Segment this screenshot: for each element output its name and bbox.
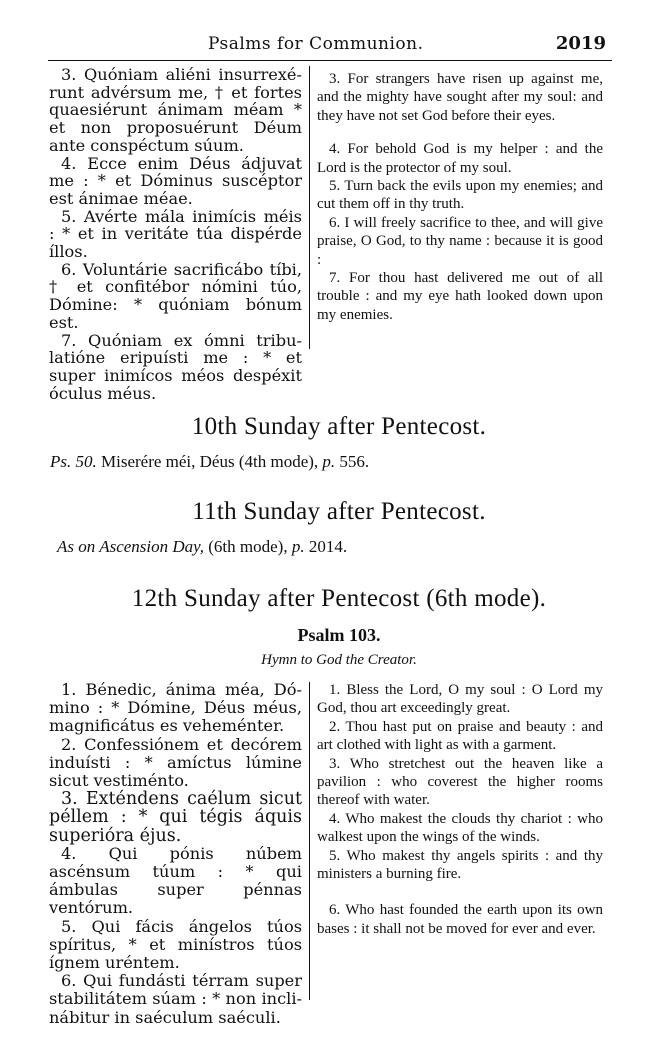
latin-column-1 [49, 66, 302, 402]
latin-verse: 3. Quóniam aliéni insurrexérunt advérsum me, † et fortes quaesiérunt ánimam méam * et non proposuérunt Déum ante conspéctum súum. [49, 65, 302, 155]
english-verse: 4. For behold God is my helper : and the Lord is the protector of my soul. [317, 141, 603, 176]
latin-verse: 5. Qui fácis ángelos túos spíritus, * et minístros túos ígnem uréntem. [49, 916, 302, 973]
english-column-1 [317, 70, 603, 324]
english-verse: 5. Turn back the evils upon my enemies; and cut them off in thy truth. [317, 178, 603, 213]
reference-text: (6th mode), [204, 537, 292, 556]
heading-11th-sunday: 11th Sunday after Pentecost. [192, 498, 486, 525]
latin-verse: 2. Confessiónem et decórem induísti : * amíctus lúmine sicut vestiménto. [49, 734, 302, 791]
english-verse: 3. Who stretchest out the heaven like a pavilion : who coverest the higher rooms thereof with water. [317, 755, 603, 809]
latin-verse: 6. Voluntárie sacrificábo tíbi, † et confitébor nómini túo, Dómine: * quóniam bónum est. [49, 259, 302, 332]
english-verse: 7. For thou hast delivered me out of all trouble : and my eye hath looked down upon my enemies. [317, 270, 603, 323]
latin-verse: 4. Ecce enim Déus ádjuvat me : * et Dóminus suscéptor est ánimae méae. [49, 153, 302, 208]
english-verse: 5. Who makest thy angels spirits : and thy ministers a burning fire. [317, 847, 603, 883]
psalm-subtitle: Hymn to God the Creator. [261, 652, 417, 668]
reference-11th-sunday [57, 537, 617, 557]
latin-verse: 7. Quóniam ex ómni tribulatióne eripuísti me : * et super inimícos méos despéxit óculus méus. [49, 330, 302, 403]
reference-text: Miserére méi, Déus (4th mode), [96, 452, 323, 471]
latin-verse: 5. Avérte mála inimícis méis : * et in veritáte túa dispérde íllos. [49, 206, 302, 262]
latin-verse: 3. Exténdens caélum sicut péllem : * qui tégis áquis superióra éjus. [49, 789, 302, 846]
column-divider [309, 682, 310, 1000]
english-column-2 [317, 681, 603, 938]
reference-psalm: Ps. 50. [50, 452, 97, 471]
column-divider [309, 66, 310, 349]
latin-verse: 4. Qui pónis núbem ascénsum túum : * qui ámbulas super pénnas ventórum. [49, 843, 302, 918]
english-verse: 1. Bless the Lord, O my soul : O Lord my God, thou art exceedingly great. [317, 682, 603, 717]
english-verse: 3. For strangers have risen up against me, and the mighty have sought after my soul: and they have not set God before their eyes. [317, 71, 603, 124]
english-verse: 6. I will freely sacrifice to thee, and will give praise, O God, to thy name : because it is good : [317, 214, 603, 268]
reference-page-abbrev: p. [291, 537, 305, 556]
header-title: Psalms for Communion. [208, 34, 424, 54]
heading-12th-sunday: 12th Sunday after Pentecost (6th mode). [131, 585, 547, 612]
reference-feast: As on Ascension Day, [57, 537, 205, 556]
running-header [48, 32, 612, 58]
reference-10th-sunday [50, 452, 610, 472]
latin-column-2 [49, 681, 302, 1027]
reference-page: 2014. [304, 537, 348, 556]
heading-10th-sunday: 10th Sunday after Pentecost. [191, 413, 487, 440]
english-verse: 2. Thou hast put on praise and beauty : and art clothed with light as with a garment. [317, 718, 603, 754]
page-number: 2019 [555, 33, 606, 54]
reference-page-abbrev: p. [322, 452, 336, 471]
reference-page: 556. [335, 452, 370, 471]
psalm-title: Psalm 103. [297, 625, 381, 645]
latin-verse: 6. Qui fundásti térram super stabilitátem súam : * non inclinábitur in saéculum saéculi. [49, 971, 302, 1027]
english-verse: 4. Who makest the clouds thy chariot : who walkest upon the wings of the winds. [317, 810, 603, 846]
header-rule [48, 60, 612, 61]
latin-verse: 1. Bénedic, ánima méa, Dómino : * Dómine, Déus méus, magnificátus es veheménter. [49, 680, 302, 736]
english-verse: 6. Who hast founded the earth upon its own bases : it shall not be moved for ever and ever. [317, 902, 603, 937]
